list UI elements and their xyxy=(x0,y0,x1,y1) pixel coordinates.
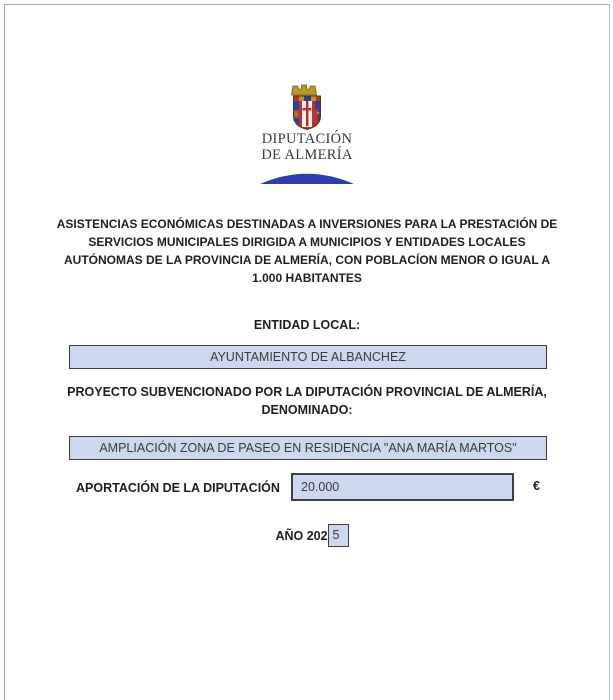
year-row xyxy=(5,524,609,547)
year-label: AÑO 202 xyxy=(275,528,328,543)
coat-of-arms-icon xyxy=(285,83,329,130)
contribution-amount-field[interactable]: 20.000 xyxy=(291,473,514,501)
org-name-line1: DIPUTACIÓN xyxy=(261,131,353,147)
blue-arc-icon xyxy=(260,171,354,184)
project-label-line2: DENOMINADO: xyxy=(261,403,353,417)
contribution-label: APORTACIÓN DE LA DIPUTACIÓN xyxy=(76,481,280,495)
year-digit-field[interactable]: 5 xyxy=(328,524,349,547)
project-label-line1: PROYECTO SUBVENCIONADO POR LA DIPUTACIÓN PROVINCIAL DE ALMERÍA, xyxy=(67,385,547,399)
document-page xyxy=(4,4,610,700)
title-line: 1.000 HABITANTES xyxy=(252,271,362,285)
project-name-field[interactable]: AMPLIACIÓN ZONA DE PASEO EN RESIDENCIA "ANA MARÍA MARTOS" xyxy=(69,436,547,460)
document-title xyxy=(5,215,609,287)
title-line: AUTÓNOMAS DE LA PROVINCIA DE ALMERÍA, CON POBLACÍON MENOR O IGUAL A xyxy=(63,253,550,267)
org-name-line2: DE ALMERÍA xyxy=(261,146,353,163)
entity-local-label: ENTIDAD LOCAL: xyxy=(253,318,361,332)
entity-name-field[interactable]: AYUNTAMIENTO DE ALBANCHEZ xyxy=(69,345,547,369)
title-line: SERVICIOS MUNICIPALES DIRIGIDA A MUNICIPIOS Y ENTIDADES LOCALES xyxy=(88,235,526,249)
title-line: ASISTENCIAS ECONÓMICAS DESTINADAS A INVERSIONES PARA LA PRESTACIÓN DE xyxy=(56,217,558,231)
org-name xyxy=(5,132,609,163)
euro-currency-symbol: € xyxy=(533,479,540,493)
project-label xyxy=(5,383,609,419)
